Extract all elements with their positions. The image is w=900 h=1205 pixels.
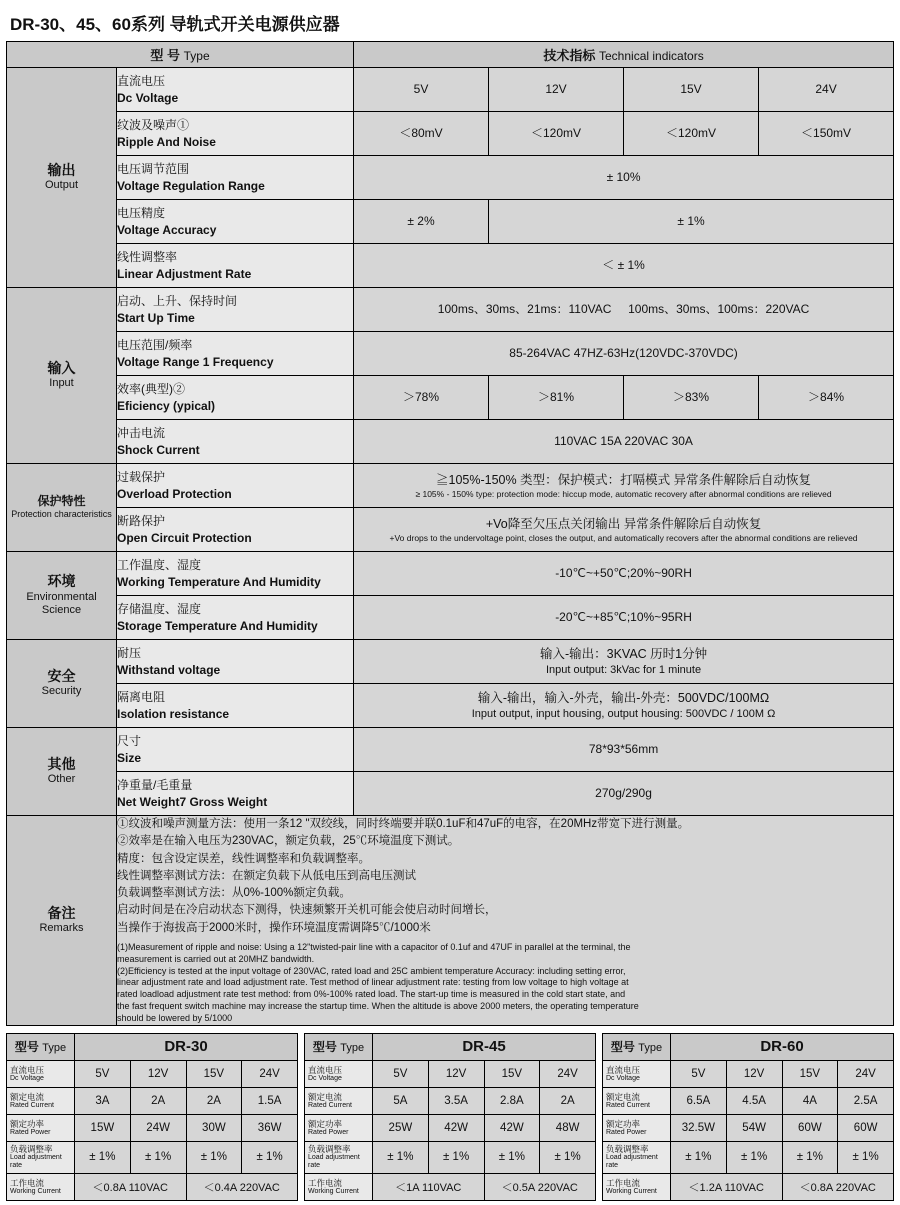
group-security: [7, 640, 117, 728]
value-dc-voltage-12v: 12V: [489, 68, 624, 112]
cell: ± 1%: [484, 1141, 540, 1173]
group-environment-cn: 环境: [47, 573, 76, 589]
page-title: DR-30、45、60系列 导轨式开关电源供应器: [10, 15, 340, 34]
cell: ± 1%: [186, 1141, 242, 1173]
cell: ± 1%: [782, 1141, 838, 1173]
value-dc-voltage-24v: 24V: [759, 68, 894, 112]
value-voltage-accuracy-1: ± 2%: [354, 200, 489, 244]
table-row: [7, 596, 894, 640]
group-remarks: [7, 816, 117, 1026]
table-row: [7, 1173, 298, 1200]
cell: 1.5A: [242, 1087, 298, 1114]
cell: ± 1%: [242, 1141, 298, 1173]
table-row: [603, 1141, 894, 1173]
cell: 24W: [130, 1114, 186, 1141]
cell: 5V: [75, 1060, 131, 1087]
cell: 25W: [373, 1114, 429, 1141]
cell: 2A: [540, 1087, 596, 1114]
row-label-rated-power: 额定功率 Rated Power: [603, 1114, 671, 1141]
group-security-cn: 安全: [47, 667, 76, 684]
cell: ＜0.4A 220VAC: [186, 1173, 298, 1200]
table-row: [305, 1033, 596, 1060]
param-isolation-resistance: 隔离电阻 Isolation resistance: [117, 684, 354, 728]
value-weight: 270g/290g: [354, 772, 894, 816]
specification-table: [6, 41, 894, 1026]
param-weight: 净重量/毛重量 Net Weight7 Gross Weight: [117, 772, 354, 816]
cell: 60W: [782, 1114, 838, 1141]
param-voltage-accuracy: 电压精度 Voltage Accuracy: [117, 200, 354, 244]
model-table-dr60: [602, 1033, 894, 1201]
header-model: [7, 42, 354, 68]
table-row: [305, 1141, 596, 1173]
param-storage-temperature: 存储温度、湿度 Storage Temperature And Humidity: [117, 596, 354, 640]
model-name: DR-45: [373, 1033, 596, 1060]
cell: 15V: [782, 1060, 838, 1087]
cell: ± 1%: [75, 1141, 131, 1173]
cell: ＜1A 110VAC: [373, 1173, 485, 1200]
cell: 48W: [540, 1114, 596, 1141]
table-row: [7, 728, 894, 772]
cell: ± 1%: [838, 1141, 894, 1173]
value-overload-protection: ≧105%-150% 类型：保护模式：打嗝模式 异常条件解除后自动恢复 ≥ 105% - 150% type: protection mode: hiccup mode, automatic recovery after abnormal conditions are relieved: [354, 464, 894, 508]
cell: 4.5A: [726, 1087, 782, 1114]
row-label-rated-current: 额定电流 Rated Current: [305, 1087, 373, 1114]
value-efficiency-1: ＞78%: [354, 376, 489, 420]
row-label-rated-current: 额定电流 Rated Current: [7, 1087, 75, 1114]
header-model-en: Type: [183, 49, 210, 63]
header-model-cn: 型 号: [150, 48, 180, 63]
cell: 15V: [484, 1060, 540, 1087]
table-row: [7, 816, 894, 1026]
param-working-temperature: 工作温度、湿度 Working Temperature And Humidity: [117, 552, 354, 596]
table-row: [603, 1087, 894, 1114]
cell: ± 1%: [726, 1141, 782, 1173]
value-efficiency-4: ＞84%: [759, 376, 894, 420]
remarks-english: (1)Measurement of ripple and noise: Using a 12"twisted-pair line with a capacitor of 0.1uf and 47UF in parallel at the terminal, the measurement is carried out at 20MHZ bandwidth. (2)Efficiency is tested at the input voltage of 230VAC, rated load and 25C ambient temperature Accuracy: including setting error, linear adjustment rate and load adjustment rate. Test method of linear adjustment rate: testing from low voltage to high voltage at rated loadload adjustment rate test method: from 0%-100% rated load. The start-up time is measured in the cold start state, and the fast frequent switch machine may increase the startup time. When the altitude is above 2000 meters, the operating temperature should be lowered by 5/1000: [117, 941, 639, 1023]
value-ripple-2: ＜120mV: [489, 112, 624, 156]
cell: 15W: [75, 1114, 131, 1141]
value-start-up-time-110: 100ms、30ms、21ms：110VAC: [437, 301, 612, 316]
table-row: [305, 1114, 596, 1141]
table-row: [603, 1114, 894, 1141]
row-label-rated-power: 额定功率 Rated Power: [7, 1114, 75, 1141]
cell: 24V: [540, 1060, 596, 1087]
group-output-en: Output: [44, 179, 79, 192]
group-environment: [7, 552, 117, 640]
table-row: [603, 1173, 894, 1200]
value-dc-voltage-5v: 5V: [354, 68, 489, 112]
cell: ＜1.2A 110VAC: [671, 1173, 783, 1200]
param-linear-adjustment-rate: 线性调整率 Linear Adjustment Rate: [117, 244, 354, 288]
param-start-up-time: 启动、上升、保持时间 Start Up Time: [117, 288, 354, 332]
cell: 60W: [838, 1114, 894, 1141]
group-output: [7, 68, 117, 288]
value-open-circuit-protection: +Vo降至欠压点关闭输出 异常条件解除后自动恢复 +Vo drops to the undervoltage point, closes the output, and automatically recovers after the abnormal conditions are relieved: [354, 508, 894, 552]
header-indicators: [354, 42, 894, 68]
cell: ± 1%: [540, 1141, 596, 1173]
group-other: [7, 728, 117, 816]
table-row: [7, 156, 894, 200]
table-row: [7, 288, 894, 332]
value-ripple-1: ＜80mV: [354, 112, 489, 156]
param-dc-voltage: 直流电压 Dc Voltage: [117, 68, 354, 112]
cell: 5V: [373, 1060, 429, 1087]
cell: 42W: [428, 1114, 484, 1141]
cell: 54W: [726, 1114, 782, 1141]
value-start-up-time-220: 100ms、30ms、100ms：220VAC: [628, 301, 810, 316]
model-tables: [6, 1033, 894, 1201]
model-table-dr30: [6, 1033, 298, 1201]
value-linear-adjustment-rate: ＜ ± 1%: [354, 244, 894, 288]
model-label: 型号 Type: [305, 1033, 373, 1060]
group-input: [7, 288, 117, 464]
table-row: [7, 244, 894, 288]
param-size: 尺寸 Size: [117, 728, 354, 772]
cell: ± 1%: [428, 1141, 484, 1173]
cell: ± 1%: [130, 1141, 186, 1173]
table-row: [7, 1114, 298, 1141]
value-size: 78*93*56mm: [354, 728, 894, 772]
row-label-working-current: 工作电流 Working Current: [7, 1173, 75, 1200]
value-ripple-4: ＜150mV: [759, 112, 894, 156]
group-protection-en: Protection characteristics: [11, 509, 112, 520]
value-working-temperature: -10℃~+50℃;20%~90RH: [354, 552, 894, 596]
value-storage-temperature: -20℃~+85℃;10%~95RH: [354, 596, 894, 640]
table-row: [7, 112, 894, 156]
group-other-cn: 其他: [47, 755, 76, 772]
row-label-load-adjustment: 负载调整率 Load adjustment rate: [603, 1141, 671, 1173]
row-label-working-current: 工作电流 Working Current: [305, 1173, 373, 1200]
model-label: 型号 Type: [603, 1033, 671, 1060]
cell: 30W: [186, 1114, 242, 1141]
value-shock-current: 110VAC 15A 220VAC 30A: [354, 420, 894, 464]
value-start-up-time: [354, 288, 894, 332]
cell: 2A: [186, 1087, 242, 1114]
cell: ± 1%: [373, 1141, 429, 1173]
table-row: [603, 1033, 894, 1060]
table-header-row: [7, 42, 894, 68]
row-label-rated-power: 额定功率 Rated Power: [305, 1114, 373, 1141]
model-name: DR-60: [671, 1033, 894, 1060]
value-voltage-regulation-range: ± 10%: [354, 156, 894, 200]
cell: 4A: [782, 1087, 838, 1114]
table-row: [7, 376, 894, 420]
value-efficiency-3: ＞83%: [624, 376, 759, 420]
value-efficiency-2: ＞81%: [489, 376, 624, 420]
cell: 15V: [186, 1060, 242, 1087]
model-name: DR-30: [75, 1033, 298, 1060]
cell: 24V: [242, 1060, 298, 1087]
model-label: 型号 Type: [7, 1033, 75, 1060]
value-isolation-resistance: 输入-输出，输入-外壳，输出-外壳：500VDC/100MΩ Input output, input housing, output housing: 500VDC / 100M Ω: [354, 684, 894, 728]
param-voltage-range: 电压范围/频率 Voltage Range 1 Frequency: [117, 332, 354, 376]
cell: 24V: [838, 1060, 894, 1087]
value-dc-voltage-15v: 15V: [624, 68, 759, 112]
value-withstand-voltage: 输入-输出：3KVAC 历时1分钟 Input output: 3kVac for 1 minute: [354, 640, 894, 684]
value-ripple-3: ＜120mV: [624, 112, 759, 156]
group-other-en: Other: [47, 773, 76, 786]
cell: 2.5A: [838, 1087, 894, 1114]
table-row: [7, 420, 894, 464]
table-row: [7, 200, 894, 244]
param-efficiency: 效率(典型)② Eficiency (ypical): [117, 376, 354, 420]
cell: 5V: [671, 1060, 727, 1087]
row-label-load-adjustment: 负载调整率 Load adjustment rate: [305, 1141, 373, 1173]
cell: 3.5A: [428, 1087, 484, 1114]
group-input-cn: 输入: [47, 359, 76, 376]
remarks-chinese: ①纹波和噪声测量方法：使用一条12 "双绞线，同时终端要并联0.1uF和47uF的电容，在20MHz带宽下进行测量。 ②效率是在输入电压为230VAC，额定负载，25℃环境温度下测试。 精度：包含设定误差，线性调整率和负载调整率。 线性调整率测试方法：在额定负载下从低电压到高电压测试 负载调整率测试方法：从0%-100%额定负载。 启动时间是在冷启动状态下测得，快速频繁开关机可能会使启动时间增长， 当操作于海拔高于2000米时，操作环境温度需调降5℃/1000米: [117, 818, 690, 934]
cell: 3A: [75, 1087, 131, 1114]
group-input-en: Input: [49, 377, 74, 390]
row-label-dc-voltage: 直流电压 Dc Voltage: [603, 1060, 671, 1087]
value-voltage-range: 85-264VAC 47HZ-63Hz(120VDC-370VDC): [354, 332, 894, 376]
row-label-dc-voltage: 直流电压 Dc Voltage: [305, 1060, 373, 1087]
cell: 5A: [373, 1087, 429, 1114]
table-row: [7, 508, 894, 552]
cell: 12V: [130, 1060, 186, 1087]
table-row: [7, 640, 894, 684]
param-open-circuit-protection: 断路保护 Open Circuit Protection: [117, 508, 354, 552]
cell: 42W: [484, 1114, 540, 1141]
header-indicators-en: Technical indicators: [599, 49, 704, 63]
table-row: [7, 1060, 298, 1087]
cell: 2A: [130, 1087, 186, 1114]
cell: ± 1%: [671, 1141, 727, 1173]
cell: ＜0.8A 110VAC: [75, 1173, 187, 1200]
table-row: [7, 1087, 298, 1114]
table-row: [305, 1087, 596, 1114]
table-row: [7, 332, 894, 376]
param-voltage-regulation-range: 电压调节范围 Voltage Regulation Range: [117, 156, 354, 200]
param-overload-protection: 过载保护 Overload Protection: [117, 464, 354, 508]
group-remarks-en: Remarks: [39, 922, 84, 935]
model-table-dr45: [304, 1033, 596, 1201]
group-protection-cn: 保护特性: [37, 494, 86, 509]
row-label-rated-current: 额定电流 Rated Current: [603, 1087, 671, 1114]
param-withstand-voltage: 耐压 Withstand voltage: [117, 640, 354, 684]
group-security-en: Security: [41, 685, 82, 698]
table-row: [7, 1033, 298, 1060]
row-label-working-current: 工作电流 Working Current: [603, 1173, 671, 1200]
table-row: [305, 1060, 596, 1087]
cell: 6.5A: [671, 1087, 727, 1114]
table-row: [7, 772, 894, 816]
group-remarks-cn: 备注: [47, 904, 76, 921]
table-row: [7, 1141, 298, 1173]
param-ripple-noise: 纹波及噪声① Ripple And Noise: [117, 112, 354, 156]
remarks-content: [117, 816, 894, 1026]
table-row: [7, 464, 894, 508]
table-row: [7, 684, 894, 728]
table-row: [7, 68, 894, 112]
group-output-cn: 输出: [47, 161, 76, 178]
row-label-load-adjustment: 负载调整率 Load adjustment rate: [7, 1141, 75, 1173]
table-row: [305, 1173, 596, 1200]
cell: 12V: [428, 1060, 484, 1087]
table-row: [603, 1060, 894, 1087]
row-label-dc-voltage: 直流电压 Dc Voltage: [7, 1060, 75, 1087]
group-protection: [7, 464, 117, 552]
group-environment-en: Environmental Science: [26, 590, 97, 617]
cell: 32.5W: [671, 1114, 727, 1141]
cell: 36W: [242, 1114, 298, 1141]
cell: ＜0.8A 220VAC: [782, 1173, 894, 1200]
value-voltage-accuracy-2: ± 1%: [489, 200, 894, 244]
header-indicators-cn: 技术指标: [543, 48, 596, 63]
cell: ＜0.5A 220VAC: [484, 1173, 596, 1200]
cell: 2.8A: [484, 1087, 540, 1114]
table-row: [7, 552, 894, 596]
cell: 12V: [726, 1060, 782, 1087]
param-shock-current: 冲击电流 Shock Current: [117, 420, 354, 464]
